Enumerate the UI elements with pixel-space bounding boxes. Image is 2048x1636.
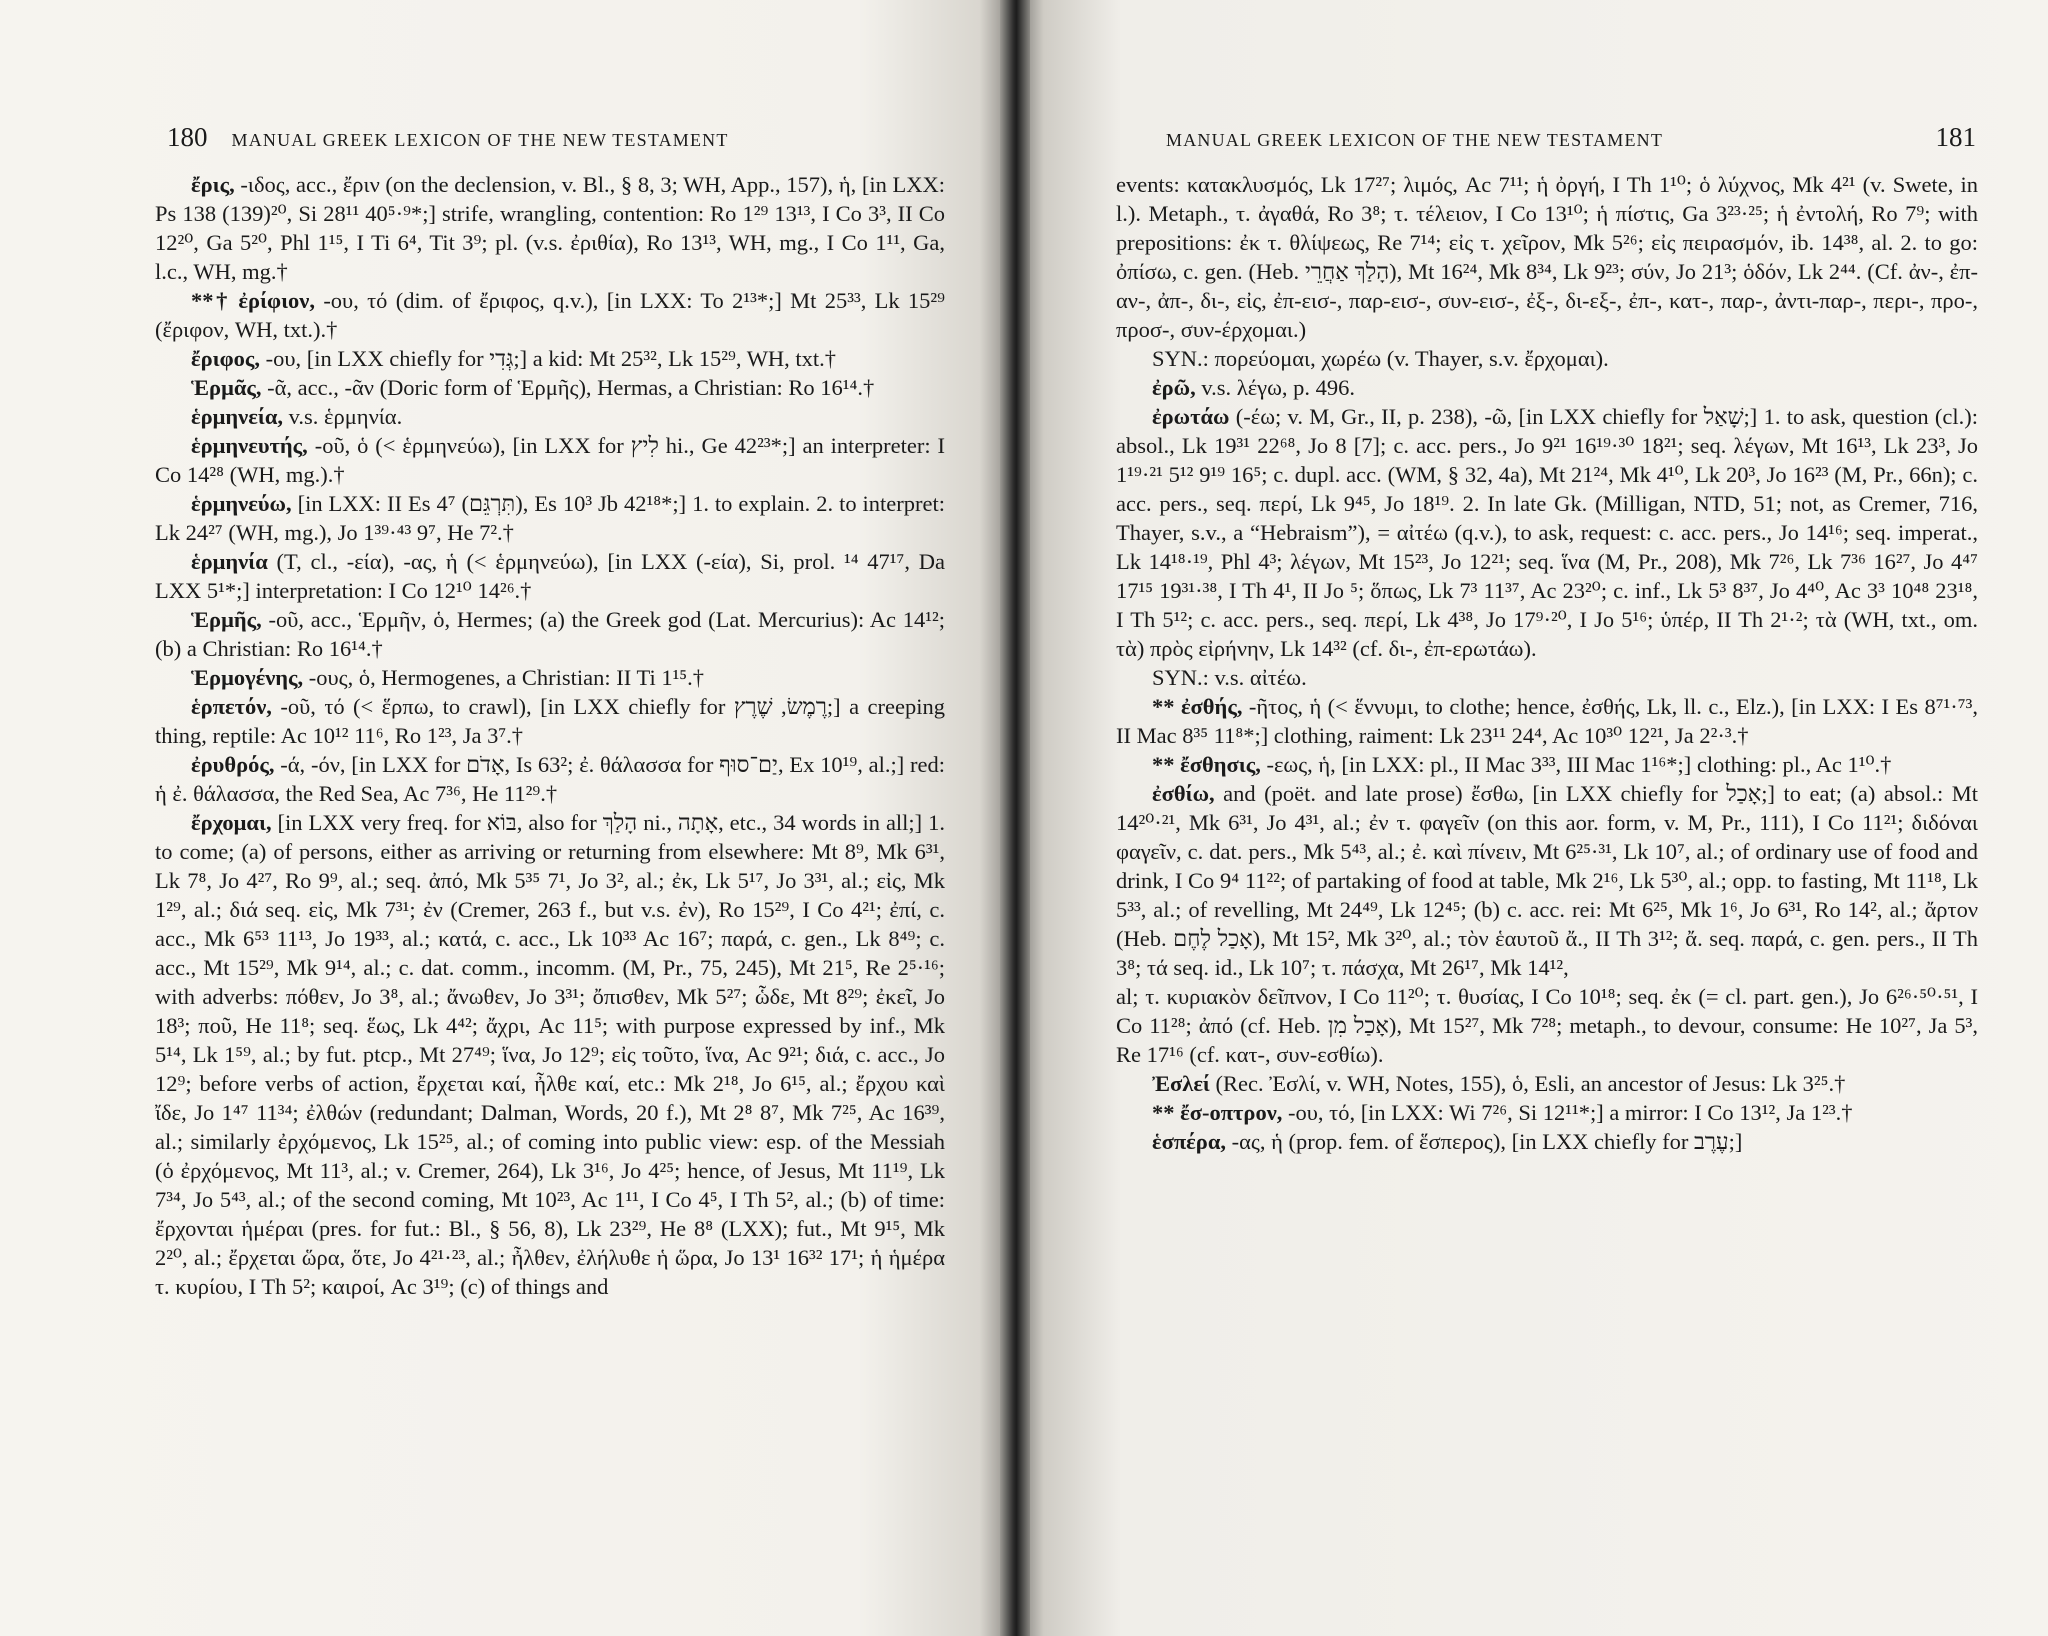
entry-body: [in LXX: II Es 4⁷ (תִּרְגֵּם), Es 10³ Jb 42¹⁸*;] 1. to explain. 2. to interpret: Lk 24²⁷ (WH, mg.), Jo 1³⁹·⁴³ 9⁷, He 7².† bbox=[155, 491, 946, 545]
entry-body: -οῦ, τό (< ἕρπω, to crawl), [in LXX chiefly for רֶמֶשׂ, שֶׁרֶץ;] a creeping thing, reptile: Ac 10¹² 11⁶, Ro 1²³, Ja 3⁷.† bbox=[155, 694, 946, 748]
entry-body: (Rec. Ἐσλί, v. WH, Notes, 155), ὁ, Esli, an ancestor of Jesus: Lk 3²⁵.† bbox=[1215, 1071, 1846, 1096]
lexicon-entry bbox=[1116, 402, 1978, 663]
entry-body: -οῦ, ὁ (< ἑρμηνεύω), [in LXX for לִיץ hi., Ge 42²³*;] an interpreter: I Co 14²⁸ (WH, mg.).† bbox=[155, 433, 945, 487]
lexicon-entry bbox=[155, 750, 945, 808]
entry-body: -οῦ, acc., Ἑρμῆν, ὁ, Hermes; (a) the Greek god (Lat. Mercurius): Ac 14¹²; (b) a Christian: Ro 16¹⁴.† bbox=[155, 607, 946, 661]
right-page bbox=[1018, 0, 2048, 1636]
headword: ἑρμηνεία, bbox=[191, 404, 284, 429]
headword: ἔρχομαι, bbox=[191, 810, 272, 835]
entry-body: -ῆτος, ἡ (< ἕννυμι, to clothe; hence, ἐσθής, Lk, ll. c., Elz.), [in LXX: I Es 8⁷¹·⁷³, II Mac 8³⁵ 11⁸*;] clothing, raiment: Lk 23¹¹ 24⁴, Ac 10³⁰ 12²¹, Ja 2²·³.† bbox=[1116, 694, 1978, 748]
lexicon-entry bbox=[155, 808, 945, 1301]
headword: ἑρπετόν, bbox=[191, 694, 272, 719]
headword: ** ἔσ-οπτρον, bbox=[1152, 1100, 1283, 1125]
entry-body: -ιδος, acc., ἔριν (on the declension, v. Bl., § 8, 3; WH, App., 157), ἡ, [in LXX: Ps 138 (139)²⁰, Si 28¹¹ 40⁵·⁹*;] strife, wrangling, contention: Ro 1²⁹ 13¹³, I Co 3³, II Co 12²⁰, Ga 5²⁰, Phl 1¹⁵, I Ti 6⁴, Tit 3⁹; pl. (v.s. ἐριθία), Ro 13¹³, WH, mg., I Co 1¹¹, Ga, l.c., WH, mg.† bbox=[155, 172, 946, 284]
text-column bbox=[155, 170, 945, 1301]
entry-body: -ου, τό, [in LXX: Wi 7²⁶, Si 12¹¹*;] a mirror: I Co 13¹², Ja 1²³.† bbox=[1288, 1100, 1853, 1125]
headword: ἐσθίω, bbox=[1152, 781, 1215, 806]
entry-body: -εως, ἡ, [in LXX: pl., II Mac 3³³, III Mac 1¹⁶*;] clothing: pl., Ac 1¹⁰.† bbox=[1266, 752, 1892, 777]
entry-body: al; τ. κυριακὸν δεῖπνον, I Co 11²⁰; τ. θυσίας, I Co 10¹⁸; seq. ἐκ (= cl. part. gen.), Jo 6²⁶·⁵⁰·⁵¹, I Co 11²⁸; ἀπό (cf. Heb. אָכַל מִן), Mt 15²⁷, Mk 7²⁸; metaph., to devour, consume: He 10²⁷, Ja 5³, Re 17¹⁶ (cf. κατ-, συν-εσθίω). bbox=[1116, 984, 1978, 1067]
entry-body: and (poët. and late prose) ἔσθω, [in LXX chiefly for אָכַל;] to eat; (a) absol.: Mt 14²⁰·²¹, Mk 6³¹, Jo 4³¹, al.; ἐν τ. φαγεῖν (on this aor. form, v. M, Pr., 111), I Co 11²¹; διδόναι φαγεῖν, c. dat. pers., Mk 5⁴³, al.; ἐ. καὶ πίνειν, Mt 6²⁵·³¹, Lk 10⁷, al.; of ordinary use of food and drink, I Co 9⁴ 11²²; of partaking of food at table, Mk 2¹⁶, Lk 5³⁰, al.; opp. to fasting, Mt 11¹⁸, Lk 5³³, al.; of revelling, Mt 24⁴⁹, Lk 12⁴⁵; (b) c. acc. rei: Mt 6²⁵, Mk 1⁶, Jo 6³¹, Ro 14², al.; ἄρτον (Heb. אָכַל לֶחֶם), Mt 15², Mk 3²⁰, al.; τὸν ἑαυτοῦ ἄ., II Th 3¹²; ἄ. seq. παρά, c. gen. pers., II Th 3⁸; τά seq. id., Lk 10⁷; τ. πάσχα, Mt 26¹⁷, Mk 14¹², bbox=[1116, 781, 1978, 980]
lexicon-entry bbox=[155, 663, 945, 692]
headword: ἑρμηνία bbox=[191, 549, 268, 574]
lexicon-entry bbox=[155, 547, 945, 605]
lexicon-entry bbox=[155, 431, 945, 489]
entry-body: -ου, [in LXX chiefly for גְּדִי;] a kid: Mt 25³², Lk 15²⁹, WH, txt.† bbox=[265, 346, 837, 371]
lexicon-entry bbox=[155, 373, 945, 402]
lexicon-entry bbox=[155, 170, 945, 286]
synonym-note bbox=[1116, 344, 1978, 373]
lexicon-entry bbox=[155, 402, 945, 431]
headword: **† ἐρίφιον, bbox=[191, 288, 315, 313]
headword: ἑρμηνεύω, bbox=[191, 491, 292, 516]
headword: ἑσπέρα, bbox=[1152, 1129, 1227, 1154]
headword: ἐρυθρός, bbox=[191, 752, 275, 777]
entry-body: SYN.: v.s. αἰτέω. bbox=[1152, 665, 1307, 690]
lexicon-entry bbox=[1116, 750, 1978, 779]
lexicon-entry bbox=[1116, 373, 1978, 402]
headword: ἔριφος, bbox=[191, 346, 261, 371]
running-head: MANUAL GREEK LEXICON OF THE NEW TESTAMENT bbox=[231, 130, 729, 150]
page-number: 180 bbox=[167, 122, 208, 152]
entry-body: v.s. λέγω, p. 496. bbox=[1201, 375, 1356, 400]
lexicon-entry bbox=[1116, 1098, 1978, 1127]
lexicon-entry-continuation bbox=[1116, 170, 1978, 344]
headword: ἔρις, bbox=[191, 172, 235, 197]
entry-body: -ᾶ, acc., -ᾶν (Doric form of Ἑρμῆς), Hermas, a Christian: Ro 16¹⁴.† bbox=[267, 375, 875, 400]
running-head: MANUAL GREEK LEXICON OF THE NEW TESTAMENT bbox=[1166, 130, 1664, 150]
left-page bbox=[0, 0, 1010, 1636]
headword: ** ἔσθησις, bbox=[1152, 752, 1261, 777]
lexicon-entry bbox=[1116, 692, 1978, 750]
headword: ἑρμηνευτής, bbox=[191, 433, 308, 458]
entry-body: -ας, ἡ (prop. fem. of ἕσπερος), [in LXX chiefly for עֶרֶב;] bbox=[1231, 1129, 1743, 1154]
entry-body: (-έω; v. M, Gr., II, p. 238), -ῶ, [in LXX chiefly for שָׁאַל;] 1. to ask, question (cl.): absol., Lk 19³¹ 22⁶⁸, Jo 8 [7]; c. acc. pers., Jo 9²¹ 16¹⁹·³⁰ 18²¹; seq. λέγων, Mt 16¹³, Lk 23³, Jo 1¹⁹·²¹ 5¹² 9¹⁹ 16⁵; c. dupl. acc. (WM, § 32, 4a), Mt 21²⁴, Mk 4¹⁰, Lk 20³, Jo 16²³ (M, Pr., 66n); c. acc. pers., seq. περί, Lk 9⁴⁵, Jo 18¹⁹. 2. In late Gk. (Milligan, NTD, 51; not, as Cremer, 716, Thayer, s.v., a “Hebraism”), = αἰτέω (q.v.), to ask, request: c. acc. pers., Jo 14¹⁶; seq. imperat., Lk 14¹⁸·¹⁹, Phl 4³; λέγων, Mt 15²³, Jo 12²¹; seq. ἵνα (M, Pr., 208), Mk 7²⁶, Lk 7³⁶ 16²⁷, Jo 4⁴⁷ 17¹⁵ 19³¹·³⁸, I Th 4¹, II Jo ⁵; ὅπως, Lk 7³ 11³⁷, Ac 23²⁰; c. inf., Lk 5³ 8³⁷, Jo 4⁴⁰, Ac 3³ 10⁴⁸ 23¹⁸, I Th 5¹²; c. acc. pers., seq. περί, Lk 4³⁸, Jo 17⁹·²⁰, I Jo 5¹⁶; ὑπέρ, II Th 2¹·²; τὰ (WH, txt., om. τὰ) πρὸς εἰρήνην, Lk 14³² (cf. δι-, ἐπ-ερωτάω). bbox=[1116, 404, 1979, 661]
page-header bbox=[1166, 122, 1976, 158]
page-number: 181 bbox=[1935, 122, 1976, 152]
lexicon-entry bbox=[155, 344, 945, 373]
entry-body: -ά, -όν, [in LXX for אָדֹם, Is 63²; ἐ. θάλασσα for יַם־סוּף, Ex 10¹⁹, al.;] red: ἡ ἐ. θάλασσα, the Red Sea, Ac 7³⁶, He 11²⁹.† bbox=[155, 752, 945, 806]
lexicon-entry bbox=[155, 286, 945, 344]
headword: ἐρῶ, bbox=[1152, 375, 1196, 400]
entry-body: -ου, τό (dim. of ἔριφος, q.v.), [in LXX: To 2¹³*;] Mt 25³³, Lk 15²⁹ (ἔριφον, WH, txt.).† bbox=[155, 288, 946, 342]
entry-body: -ους, ὁ, Hermogenes, a Christian: II Ti 1¹⁵.† bbox=[308, 665, 705, 690]
headword: ** ἐσθής, bbox=[1152, 694, 1243, 719]
lexicon-entry-continuation bbox=[1116, 982, 1978, 1069]
lexicon-entry bbox=[1116, 779, 1978, 982]
page-header bbox=[167, 122, 957, 158]
lexicon-entry bbox=[155, 692, 945, 750]
book-gutter bbox=[1000, 0, 1030, 1636]
headword: Ἐσλεί bbox=[1152, 1071, 1210, 1096]
entry-body: SYN.: πορεύομαι, χωρέω (v. Thayer, s.v. ἔρχομαι). bbox=[1152, 346, 1609, 371]
headword: ἐρωτάω bbox=[1152, 404, 1230, 429]
headword: Ἑρμᾶς, bbox=[191, 375, 262, 400]
entry-body: events: κατακλυσμός, Lk 17²⁷; λιμός, Ac 7¹¹; ἡ ὀργή, I Th 1¹⁰; ὁ λύχνος, Mk 4²¹ (v. Swete, in l.). Metaph., τ. ἀγαθά, Ro 3⁸; τ. τέλειον, I Co 13¹⁰; ἡ πίστις, Ga 3²³·²⁵; ἡ ἐντολή, Ro 7⁹; with prepositions: ἐκ τ. θλίψεως, Re 7¹⁴; εἰς τ. χεῖρον, Mk 5²⁶; εἰς πειρασμόν, ib. 14³⁸, al. 2. to go: ὀπίσω, c. gen. (Heb. הָלַךְ אַחֲרֵי), Mt 16²⁴, Mk 8³⁴, Lk 9²³; σύν, Jo 21³; ὁδόν, Lk 2⁴⁴. (Cf. ἀν-, ἐπ-αν-, ἀπ-, δι-, εἰς, ἐπ-εισ-, παρ-εισ-, συν-εισ-, ἐξ-, δι-εξ-, ἐπ-, κατ-, παρ-, ἀντι-παρ-, περι-, προ-, προσ-, συν-έρχομαι.) bbox=[1116, 172, 1978, 342]
synonym-note bbox=[1116, 663, 1978, 692]
lexicon-entry bbox=[1116, 1069, 1978, 1098]
headword: Ἑρμῆς, bbox=[191, 607, 262, 632]
text-column bbox=[1116, 170, 1978, 1156]
lexicon-entry bbox=[155, 489, 945, 547]
entry-body: v.s. ἑρμηνία. bbox=[288, 404, 403, 429]
lexicon-entry bbox=[1116, 1127, 1978, 1156]
headword: Ἑρμογένης, bbox=[191, 665, 304, 690]
entry-body: (T, cl., -εία), -ας, ἡ (< ἑρμηνεύω), [in LXX (-εία), Si, prol. ¹⁴ 47¹⁷, Da LXX 5¹*;] interpretation: I Co 12¹⁰ 14²⁶.† bbox=[155, 549, 945, 603]
entry-body: [in LXX very freq. for בּוֹא, also for הָלַךְ ni., אָתָה, etc., 34 words in all;] 1. to come; (a) of persons, either as arriving or returning from elsewhere: Mt 8⁹, Mk 6³¹, Lk 7⁸, Jo 4²⁷, Ro 9⁹, al.; seq. ἀπό, Mk 5³⁵ 7¹, Jo 3², al.; ἐκ, Lk 5¹⁷, Jo 3³¹, al.; εἰς, Mk 1²⁹, al.; διά seq. εἰς, Mk 7³¹; ἐν (Cremer, 263 f., but v.s. ἐν), Ro 15²⁹, I Co 4²¹; ἐπί, c. acc., Mk 6⁵³ 11¹³, Jo 19³³, al.; κατά, c. acc., Lk 10³³ Ac 16⁷; παρά, c. gen., Lk 8⁴⁹; c. acc., Mt 15²⁹, Mk 9¹⁴, al.; c. dat. comm., incomm. (M, Pr., 75, 245), Mt 21⁵, Re 2⁵·¹⁶; with adverbs: πόθεν, Jo 3⁸, al.; ἄνωθεν, Jo 3³¹; ὄπισθεν, Mk 5²⁷; ὧδε, Mt 8²⁹; ἐκεῖ, Jo 18³; ποῦ, He 11⁸; seq. ἕως, Lk 4⁴²; ἄχρι, Ac 11⁵; with purpose expressed by inf., Mk 5¹⁴, Lk 1⁵⁹, al.; by fut. ptcp., Mt 27⁴⁹; ἵνα, Jo 12⁹; εἰς τοῦτο, ἵνα, Ac 9²¹; διά, c. acc., Jo 12⁹; before verbs of action, ἔρχεται καί, ἦλθε καί, etc.: Mk 2¹⁸, Jo 6¹⁵, al.; ἔρχου καὶ ἴδε, Jo 1⁴⁷ 11³⁴; ἐλθών (redundant; Dalman, Words, 20 f.), Mt 2⁸ 8⁷, Mk 7²⁵, Ac 16³⁹, al.; similarly ἐρχόμενος, Lk 15²⁵, al.; of coming into public view: esp. of the Messiah (ὁ ἐρχόμενος, Mt 11³, al.; v. Cremer, 264), Lk 3¹⁶, Jo 4²⁵; hence, of Jesus, Mt 11¹⁹, Lk 7³⁴, Jo 5⁴³, al.; of the second coming, Mt 10²³, Ac 1¹¹, I Co 4⁵, I Th 5², al.; (b) of time: ἔρχονται ἡμέραι (pres. for fut.: Bl., § 56, 8), Lk 23²⁹, He 8⁸ (LXX); fut., Mt 9¹⁵, Mk 2²⁰, al.; ἔρχεται ὥρα, ὅτε, Jo 4²¹·²³, al.; ἦλθεν, ἐλήλυθε ἡ ὥρα, Jo 13¹ 16³² 17¹; ἡ ἡμέρα τ. κυρίου, I Th 5²; καιροί, Ac 3¹⁹; (c) of things and bbox=[155, 810, 946, 1299]
lexicon-entry bbox=[155, 605, 945, 663]
